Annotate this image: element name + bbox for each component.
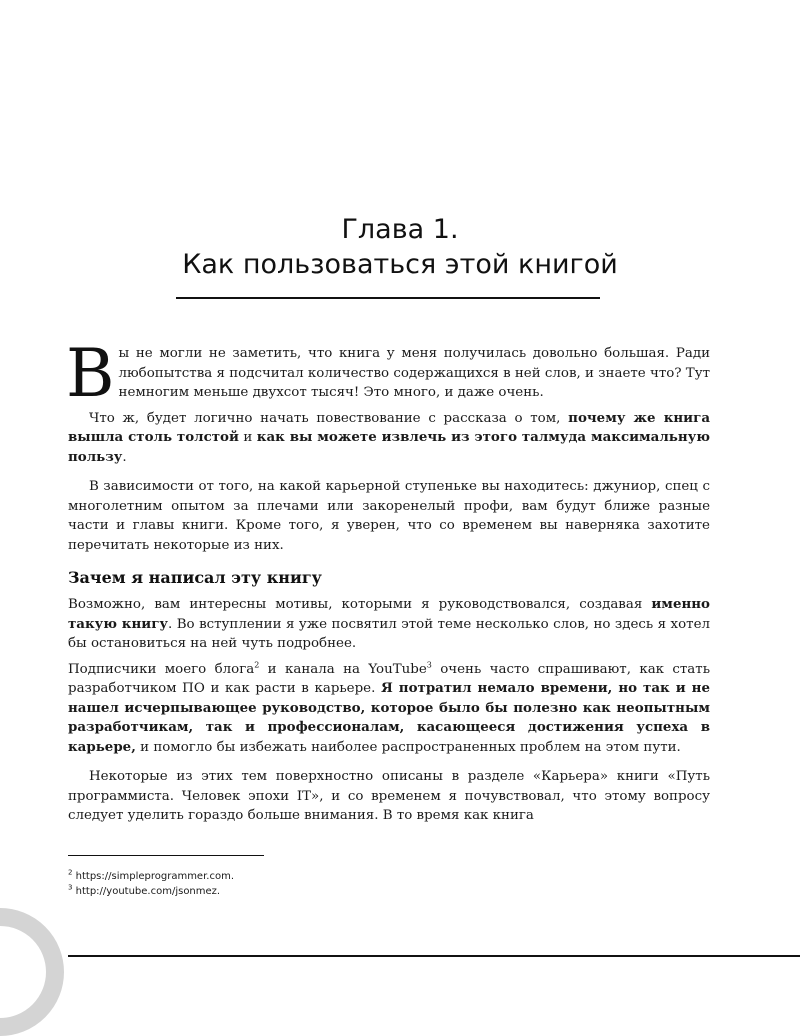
p5-text-3: очень часто спрашивают, как стать разработчиком ПО и как расти в карьере. bbox=[68, 661, 710, 696]
footnote-divider bbox=[68, 855, 264, 856]
footnote-number: 2 bbox=[68, 868, 73, 877]
chapter-number: Глава 1. bbox=[341, 214, 459, 245]
paragraph-6 bbox=[68, 767, 710, 826]
footnotes bbox=[68, 869, 234, 899]
corner-ring-decoration bbox=[0, 908, 64, 1036]
intro-text: ы не могли не заметить, что книга у меня получилась довольно большая. Ради любопытства я подсчитал количество содержащихся в ней слов, и знаете что? Тут немногим меньше двухсот тысяч! Это много, и даже очень. bbox=[118, 346, 710, 400]
section-heading: Зачем я написал эту книгу bbox=[68, 568, 322, 587]
p4-text-2: . Во вступлении я уже посвятил этой теме несколько слов, но здесь я хотел бы остановиться на ней чуть подробнее. bbox=[68, 616, 711, 651]
p3-text: В зависимости от того, на какой карьерной ступеньке вы находитесь: джуниор, спец с многолетним опытом за плечами или закоренелый профи, вам будут ближе разные части и главы книги. Кроме того, я уверен, что со временем вы наверняка захотите перечитать некоторые из них. bbox=[68, 479, 710, 553]
p2-text-2: и bbox=[238, 430, 257, 445]
p5-bold-1: Я потратил немало времени, но так и не нашел исчерпывающее руководство, которое было бы полезно как неопытным разработчикам, так и профессионалам, касающееся достижения успеха в карьере, bbox=[68, 680, 710, 755]
drop-cap: В bbox=[66, 335, 115, 412]
paragraph-5 bbox=[68, 660, 710, 758]
p2-text-1: Что ж, будет логично начать повествование с рассказа о том, bbox=[89, 410, 569, 426]
paragraph-3 bbox=[68, 477, 710, 555]
footnote-link[interactable]: http://youtube.com/jsonmez. bbox=[75, 886, 221, 897]
intro-paragraph bbox=[66, 335, 710, 412]
p5-text-4: и помогло бы избежать наиболее распространенных проблем на этом пути. bbox=[135, 739, 681, 755]
page-body bbox=[66, 335, 711, 826]
p4-text-1: Возможно, вам интересны мотивы, которыми я руководствовался, создавая bbox=[68, 597, 652, 612]
chapter-title bbox=[0, 212, 800, 282]
p2-bold-2: как вы можете извлечь из этого талмуда максимальную пользу bbox=[68, 429, 710, 465]
footnote-item bbox=[68, 869, 234, 884]
footnote-item bbox=[68, 884, 234, 899]
p5-text-2: и канала на YouTube bbox=[259, 661, 427, 677]
p2-text-3: . bbox=[122, 449, 127, 465]
footnote-ref-2: 2 bbox=[254, 660, 260, 670]
p6-text: Некоторые из этих тем поверхностно описаны в разделе «Карьера» книги «Путь программиста. Человек эпохи IT», и со временем я почувствовал, что этому вопросу следует уделить гораздо больше внимания. В то время как книга bbox=[68, 769, 710, 823]
paragraph-4 bbox=[68, 595, 710, 654]
chapter-name: Как пользоваться этой книгой bbox=[182, 249, 618, 280]
title-underline bbox=[176, 297, 600, 299]
page-bottom-rule bbox=[68, 955, 800, 957]
footnote-link[interactable]: https://simpleprogrammer.com. bbox=[75, 871, 234, 882]
footnote-ref-3: 3 bbox=[426, 660, 432, 670]
p2-bold-1: почему же книга вышла столь толстой bbox=[68, 409, 710, 445]
p4-bold-1: именно такую книгу bbox=[68, 596, 710, 632]
paragraph-2 bbox=[68, 409, 710, 468]
p5-text-1: Подписчики моего блога bbox=[68, 661, 255, 677]
footnote-number: 3 bbox=[68, 883, 73, 892]
